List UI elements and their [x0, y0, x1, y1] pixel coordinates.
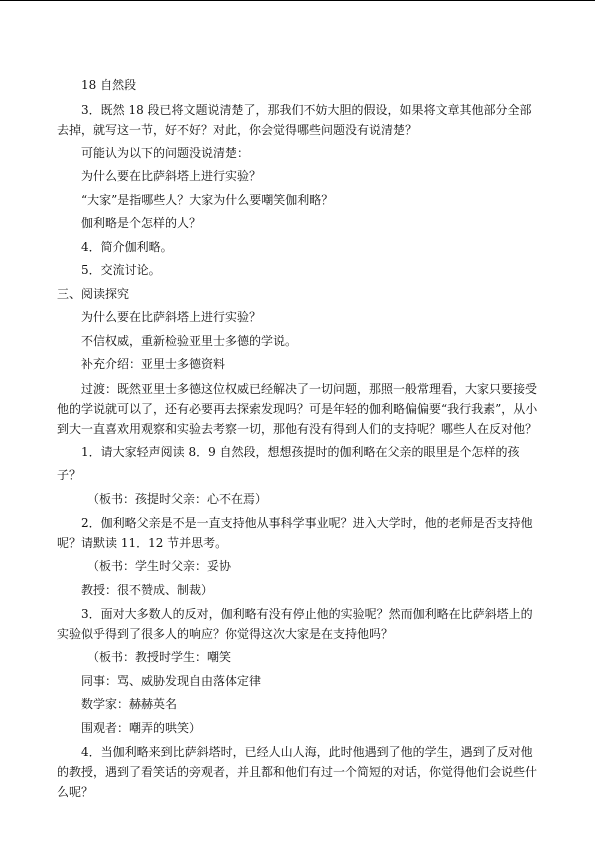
- board-note: 教授：很不赞成、制裁）: [81, 582, 214, 597]
- paragraph-question-3b: 3．面对大多数人的反对，伽利略有没有停止他的实验呢？然而伽利略在比萨斜塔上的实验似乎得到了很多人的响应？你觉得这次大家是在支持他吗？: [57, 607, 533, 641]
- board-note: （板书：学生时父亲：妥协: [87, 559, 232, 573]
- paragraph-line: 伽利略是个怎样的人？: [81, 216, 202, 230]
- paragraph-question-4: 4．当伽利略来到比萨斜塔时，已经人山人海，此时他遇到了他的学生，遇到了反对他的教授，遇到了看笑话的旁观者，并且都和他们有过一个简短的对话，你觉得他们会说些什么呢？: [57, 745, 538, 799]
- paragraph-line: 补充介绍：亚里士多德资料: [81, 357, 226, 371]
- paragraph-line: “大家”是指哪些人？大家为什么要嘲笑伽利略？: [81, 192, 334, 207]
- paragraph-line: 为什么要在比萨斜塔上进行实验？: [81, 169, 262, 183]
- paragraph-line: 5．交流讨论。: [81, 263, 161, 277]
- paragraph-question-3: 3．既然 18 段已将文题说清楚了，那我们不妨大胆的假设，如果将文章其他部分全部去掉，就写这一节，好不好？对此，你会觉得哪些问题没有说清楚？: [57, 102, 532, 137]
- paragraph-question-1: 1．请大家轻声阅读 8．9 自然段，想想孩提时的伽利略在父亲的眼里是个怎样的孩子？: [57, 444, 520, 482]
- paragraph-line: 可能认为以下的问题没说清楚：: [81, 145, 250, 160]
- board-note: 围观者：嘲弄的哄笑）: [81, 720, 202, 735]
- top-rule: [0, 0, 595, 1]
- paragraph-line: 4．简介伽利略。: [81, 239, 173, 254]
- board-note: 数学家：赫赫英名: [81, 697, 178, 711]
- board-note: （板书：教授时学生：嘲笑: [87, 650, 232, 664]
- paragraph-question-2: 2．伽利略父亲是不是一直支持他从事科学事业呢？进入大学时，他的老师是否支持他呢？请默读 11．12 节并思考。: [57, 516, 533, 550]
- paragraph-transition: 过渡：既然亚里士多德这位权威已经解决了一切问题，那照一般常理看，大家只要接受他的学说就可以了，还有必要再去探索发现吗？可是年轻的伽利略偏偏要“我行我素”，从小到大一直喜欢用观察和实验去考察一切，那他有没有得到人们的支持呢？哪些人在反对他？: [57, 381, 538, 436]
- paragraph-line: 18 自然段: [81, 78, 137, 92]
- board-note: （板书：孩提时父亲：心不在焉）: [87, 491, 268, 506]
- paragraph-line: 为什么要在比萨斜塔上进行实验？: [81, 310, 262, 324]
- paragraph-line: 不信权威，重新检验亚里士多德的学说。: [81, 333, 298, 348]
- section-heading: 三、阅读探究: [57, 286, 130, 301]
- document-body: [57, 74, 543, 804]
- board-note: 同事：骂、威胁发现自由落体定律: [81, 673, 262, 688]
